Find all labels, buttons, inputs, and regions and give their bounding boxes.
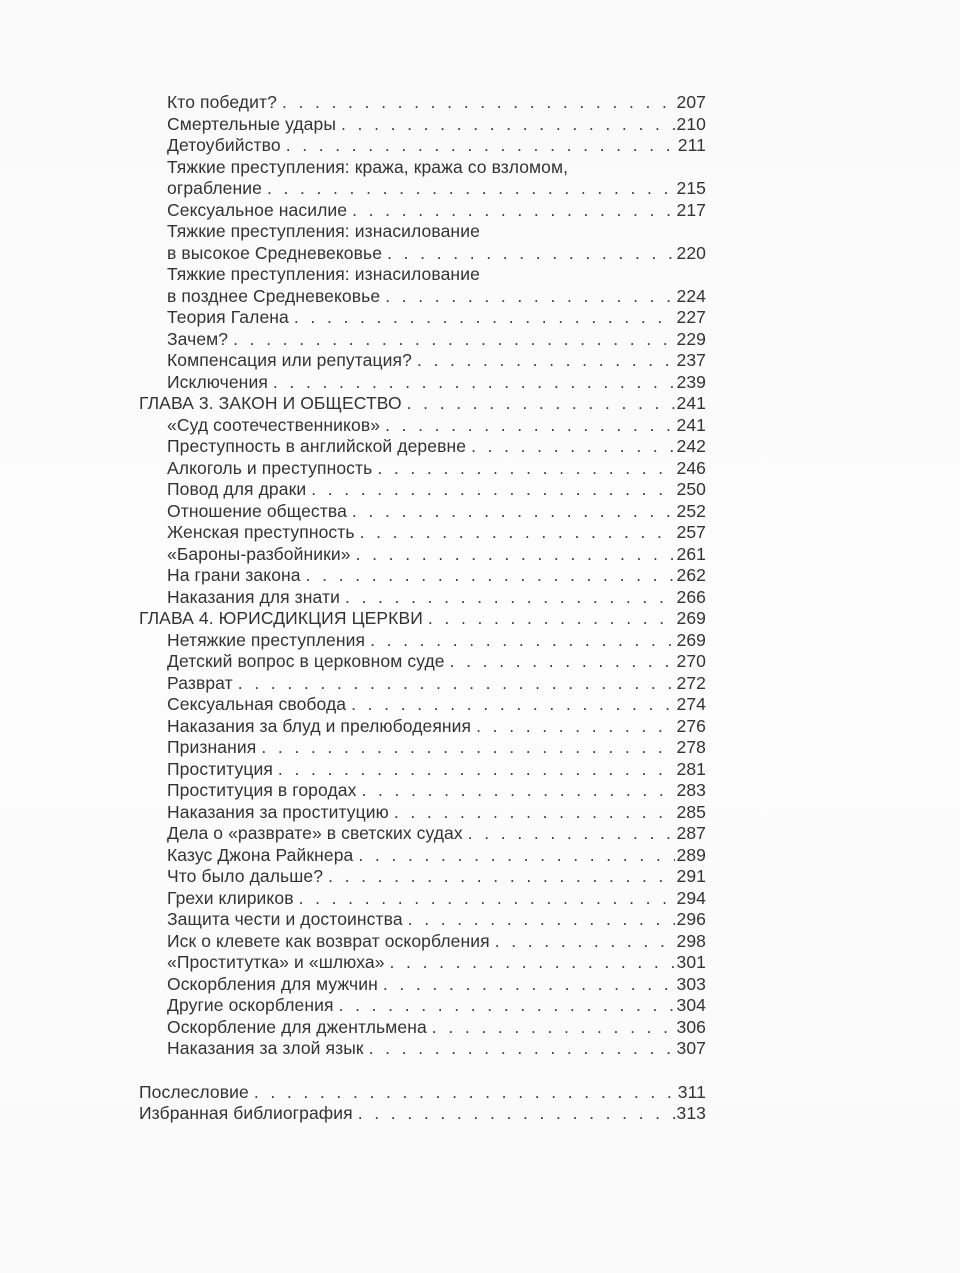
toc-entry-title: Наказания за злой язык	[167, 1038, 364, 1058]
toc-entry-title: Детский вопрос в церковном суде	[167, 651, 445, 671]
toc-page-number: 287	[676, 823, 706, 843]
toc-page-number: 298	[676, 930, 706, 951]
toc-page-number: 241	[676, 414, 706, 435]
toc-entry	[139, 931, 706, 953]
toc-page-number: 272	[676, 672, 706, 693]
toc-entry-title: ГЛАВА 4. ЮРИСДИКЦИЯ ЦЕРКВИ	[139, 608, 423, 628]
toc-entry	[139, 694, 706, 716]
toc-entry-title: в высокое Средневековье	[167, 242, 383, 263]
dot-leader	[360, 522, 675, 544]
dot-leader	[278, 759, 675, 781]
dot-leader	[370, 630, 674, 652]
toc-page-number: 291	[676, 866, 706, 886]
dot-leader	[351, 694, 674, 716]
toc-entry-title: Проституция в городах	[167, 780, 357, 800]
dot-leader	[383, 974, 675, 996]
toc-entry	[139, 565, 706, 587]
toc-page-number: 283	[676, 780, 706, 800]
toc-page-number: 261	[676, 543, 706, 564]
dot-leader	[361, 780, 674, 802]
toc-entry	[139, 974, 706, 996]
toc-entry-title: Избранная библиография	[139, 1103, 353, 1123]
toc-chapter-entry	[139, 393, 706, 415]
toc-entry	[139, 178, 706, 200]
toc-entry	[139, 372, 706, 394]
toc-page-number: 252	[676, 500, 706, 521]
toc-page-number: 303	[676, 973, 706, 994]
toc-entry-title: Сексуальное насилие	[167, 199, 348, 220]
toc-entry-title: Сексуальная свобода	[167, 694, 347, 714]
toc-entry-title: ограбление	[167, 178, 262, 198]
toc-entry-title: Кто победит?	[167, 92, 277, 112]
toc-page-number: 281	[676, 758, 706, 779]
dot-leader	[267, 178, 675, 200]
toc-entry	[139, 845, 706, 867]
dot-leader	[286, 135, 676, 157]
toc-entry	[139, 630, 706, 652]
dot-leader	[238, 673, 675, 695]
toc-entry-title: в позднее Средневековье	[167, 285, 381, 306]
toc-page-number: 289	[676, 844, 706, 865]
toc-entry	[139, 415, 706, 437]
dot-leader	[450, 651, 675, 673]
toc-entry	[139, 307, 706, 329]
dot-leader	[407, 393, 675, 415]
toc-page-number: 294	[676, 887, 706, 908]
toc-page-number: 207	[676, 92, 706, 112]
dot-leader	[299, 888, 675, 910]
toc-entry	[139, 823, 706, 845]
dot-leader	[233, 329, 674, 351]
toc-entry-title: «Проститутка» и «шлюха»	[167, 952, 385, 972]
toc-entry-title: Повод для драки	[167, 479, 307, 499]
dot-leader	[432, 1017, 675, 1039]
toc-entry-title: «Суд соотечественников»	[167, 414, 381, 435]
toc-entry-title: Тяжкие преступления: изнасилование	[167, 264, 480, 284]
toc-entry	[139, 1082, 706, 1104]
toc-page-number: 215	[676, 178, 706, 198]
toc-page-number: 304	[676, 995, 706, 1015]
toc-entry	[139, 329, 706, 351]
toc-page-number: 311	[677, 1081, 706, 1102]
dot-leader	[471, 436, 674, 458]
toc-entry	[139, 737, 706, 759]
toc-entry-title: Тяжкие преступления: кража, кража со взломом,	[167, 156, 569, 177]
dot-leader	[261, 737, 674, 759]
toc-page-number: 210	[676, 113, 706, 134]
toc-entry-title: Тяжкие преступления: изнасилование	[167, 221, 480, 241]
toc-entry	[139, 286, 706, 308]
toc-entry	[139, 1103, 706, 1125]
toc-entry	[139, 479, 706, 501]
toc-entry	[139, 522, 706, 544]
toc-entry-title: Казус Джона Райкнера	[167, 844, 354, 865]
toc-entry-title: Дела о «разврате» в светских судах	[167, 823, 463, 843]
dot-leader	[341, 114, 674, 136]
toc-entry-title: Преступность в английской деревне	[167, 436, 467, 456]
toc-entry-title: ГЛАВА 3. ЗАКОН И ОБЩЕСТВО	[139, 393, 402, 413]
toc-entry-title: Теория Галена	[167, 307, 289, 327]
toc-page-number: 269	[676, 608, 706, 628]
toc-entry	[139, 802, 706, 824]
dot-leader	[394, 802, 675, 824]
toc-entry-title: Наказания за блуд и прелюбодеяния	[167, 715, 472, 736]
toc-chapter-entry	[139, 608, 706, 630]
dot-leader	[385, 286, 674, 308]
dot-leader	[428, 608, 675, 630]
toc-entry-title: Грехи клириков	[167, 887, 294, 908]
toc-entry-title: Смертельные удары	[167, 113, 337, 134]
toc-entry	[139, 157, 706, 179]
toc-entry-title: Алкоголь и преступность	[167, 457, 373, 478]
dot-leader	[345, 587, 675, 609]
toc-entry-title: Отношение общества	[167, 500, 347, 521]
dot-leader	[358, 1103, 675, 1125]
table-of-contents	[139, 92, 706, 1125]
toc-entry-title: Иск о клевете как возврат оскорбления	[167, 930, 490, 951]
toc-entry	[139, 866, 706, 888]
toc-entry	[139, 651, 706, 673]
toc-entry	[139, 243, 706, 265]
toc-entry	[139, 458, 706, 480]
toc-page-number: 250	[676, 479, 706, 499]
dot-leader	[390, 952, 675, 974]
toc-page-number: 237	[676, 350, 706, 370]
toc-entry	[139, 200, 706, 222]
toc-entry	[139, 1038, 706, 1060]
toc-entry	[139, 350, 706, 372]
toc-page-number: 229	[676, 328, 706, 349]
toc-page-number: 246	[676, 457, 706, 478]
dot-leader	[254, 1082, 676, 1104]
toc-entry	[139, 544, 706, 566]
dot-leader	[369, 1038, 675, 1060]
toc-page-number: 241	[676, 393, 706, 413]
toc-page-number: 274	[676, 694, 706, 714]
toc-entry	[139, 114, 706, 136]
toc-entry-title: Что было дальше?	[167, 866, 324, 886]
toc-entry	[139, 587, 706, 609]
dot-leader	[306, 565, 675, 587]
toc-page-number: 224	[676, 285, 706, 306]
toc-page-number: 313	[676, 1103, 706, 1123]
dot-leader	[408, 909, 675, 931]
toc-entry-title: На грани закона	[167, 565, 301, 585]
toc-entry-title: Детоубийство	[167, 135, 281, 155]
dot-leader	[328, 866, 674, 888]
toc-page-number: 262	[676, 565, 706, 585]
dot-leader	[294, 307, 675, 329]
toc-entry	[139, 436, 706, 458]
toc-page-number: 285	[676, 801, 706, 822]
toc-page-number: 257	[676, 522, 706, 542]
toc-page-number: 239	[676, 371, 706, 392]
toc-entry	[139, 995, 706, 1017]
toc-entry-title: Наказания для знати	[167, 586, 340, 607]
toc-entry	[139, 759, 706, 781]
dot-leader	[417, 350, 675, 372]
toc-entry	[139, 888, 706, 910]
toc-entry-title: Исключения	[167, 371, 268, 392]
toc-entry-title: Послесловие	[139, 1081, 249, 1102]
toc-entry-title: Проституция	[167, 758, 273, 779]
toc-entry	[139, 673, 706, 695]
toc-entry-title: Женская преступность	[167, 522, 355, 542]
toc-entry	[139, 952, 706, 974]
toc-page-number: 269	[676, 629, 706, 650]
toc-entry	[139, 1017, 706, 1039]
toc-entry-title: Защита чести и достоинства	[167, 909, 403, 929]
toc-page-number: 276	[676, 715, 706, 736]
toc-page-number: 242	[676, 436, 706, 456]
toc-entry	[139, 501, 706, 523]
toc-page-number: 307	[676, 1038, 706, 1058]
toc-entry	[139, 780, 706, 802]
toc-entry-title: Компенсация или репутация?	[167, 350, 412, 370]
toc-page-number: 296	[676, 909, 706, 929]
toc-entry-title: Признания	[167, 737, 257, 757]
dot-leader	[387, 243, 674, 265]
toc-page-number: 211	[677, 135, 706, 155]
dot-leader	[356, 544, 675, 566]
dot-leader	[311, 479, 674, 501]
dot-leader	[282, 92, 675, 114]
toc-page-number: 220	[676, 242, 706, 263]
toc-entry	[139, 221, 706, 243]
toc-page-number: 301	[676, 952, 706, 972]
dot-leader	[339, 995, 675, 1017]
dot-leader	[476, 716, 674, 738]
toc-page-number: 306	[676, 1016, 706, 1037]
toc-entry-title: «Бароны-разбойники»	[167, 543, 351, 564]
toc-entry-title: Нетяжкие преступления	[167, 629, 366, 650]
toc-entry-title: Оскорбление для джентльмена	[167, 1016, 427, 1037]
dot-leader	[352, 200, 674, 222]
dot-leader	[385, 415, 674, 437]
toc-entry	[139, 135, 706, 157]
dot-leader	[468, 823, 675, 845]
dot-leader	[273, 372, 675, 394]
toc-page-number: 266	[676, 586, 706, 607]
toc-entry	[139, 264, 706, 286]
toc-entry-title: Другие оскорбления	[167, 995, 334, 1015]
toc-page-number: 270	[676, 651, 706, 671]
toc-page-number: 278	[676, 737, 706, 757]
toc-page-number: 227	[676, 307, 706, 327]
toc-entry-title: Зачем?	[167, 328, 229, 349]
dot-leader	[358, 845, 674, 867]
toc-entry	[139, 716, 706, 738]
toc-entry	[139, 909, 706, 931]
toc-entry-title: Наказания за проституцию	[167, 801, 389, 822]
toc-entry-title: Оскорбления для мужчин	[167, 973, 378, 994]
dot-leader	[495, 931, 675, 953]
toc-page-number: 217	[676, 199, 706, 220]
dot-leader	[377, 458, 674, 480]
toc-entry	[139, 92, 706, 114]
toc-entry-title: Разврат	[167, 672, 233, 693]
dot-leader	[352, 501, 675, 523]
